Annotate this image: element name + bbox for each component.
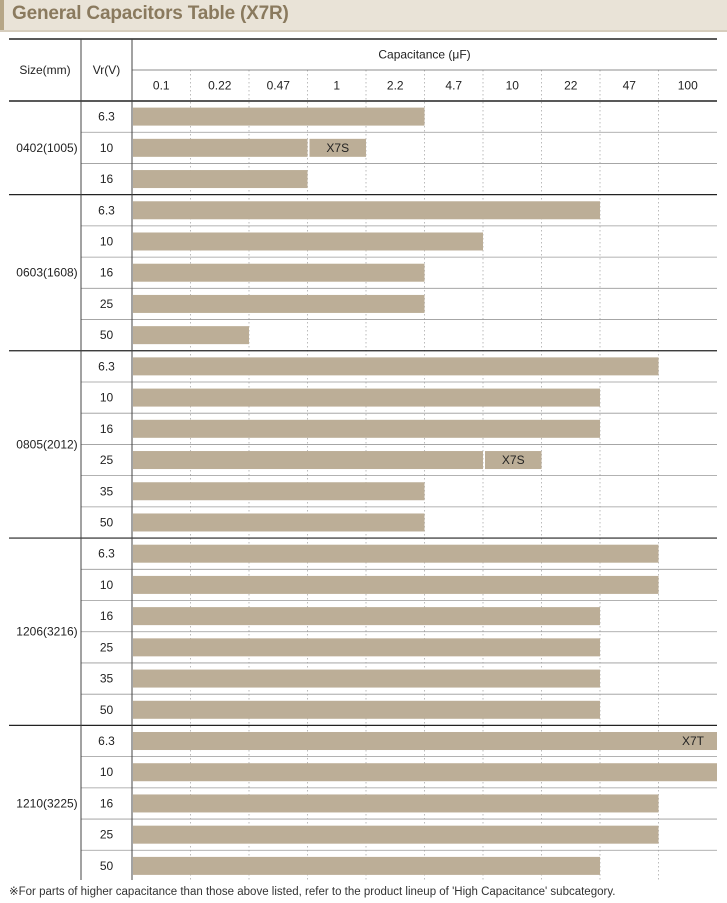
extension-label: X7S: [326, 140, 350, 155]
capacitance-tick-label: 0.1: [152, 78, 170, 93]
voltage-label: 35: [99, 484, 114, 499]
voltage-label: 50: [99, 858, 114, 873]
capacitance-tick-label: 0.22: [208, 78, 232, 93]
capacitance-bar: [133, 108, 425, 126]
capacitance-bar: [133, 201, 600, 219]
capacitance-bar: [133, 420, 600, 438]
voltage-label: 25: [99, 296, 114, 311]
voltage-label: 16: [99, 421, 114, 436]
capacitance-bar: [133, 139, 308, 157]
capacitance-bar: [133, 389, 600, 407]
voltage-label: 10: [99, 140, 114, 155]
capacitance-bar: [133, 482, 425, 500]
voltage-label: 16: [99, 265, 114, 280]
capacitance-bar: [133, 794, 659, 812]
voltage-label: 10: [99, 765, 114, 780]
capacitance-bar: [133, 357, 659, 375]
voltage-label: 6.3: [98, 203, 115, 218]
capacitance-bar: [133, 857, 600, 875]
voltage-label: 10: [99, 390, 114, 405]
voltage-label: 16: [99, 609, 114, 624]
capacitance-tick-label: 4.7: [445, 78, 463, 93]
size-label: 0402(1005): [16, 140, 78, 155]
capacitance-tick-label: 47: [622, 78, 636, 93]
capacitance-bar: [133, 513, 425, 531]
capacitance-bar: [133, 170, 308, 188]
size-label: 1206(3216): [16, 624, 78, 639]
capacitance-bar: [133, 607, 600, 625]
voltage-label: 6.3: [98, 109, 115, 124]
footnote: ※For parts of higher capacitance than those above listed, refer to the product lineup of 'High Capacitance' subcategory.: [9, 886, 616, 898]
voltage-label: 6.3: [98, 734, 115, 749]
capacitance-tick-label: 0.47: [266, 78, 290, 93]
capacitance-bar: [133, 232, 483, 250]
voltage-label: 6.3: [98, 359, 115, 374]
page-title: General Capacitors Table (X7R): [12, 3, 289, 24]
size-label: 0805(2012): [16, 437, 78, 452]
capacitance-header: Capacitance (μF): [378, 47, 471, 62]
capacitance-bar: [133, 732, 717, 750]
voltage-label: 10: [99, 577, 114, 592]
capacitance-bar: [133, 295, 425, 313]
voltage-label: 35: [99, 671, 114, 686]
voltage-label: 25: [99, 827, 114, 842]
capacitance-tick-label: 100: [677, 78, 698, 93]
capacitance-bar: [133, 451, 483, 469]
voltage-label: 50: [99, 702, 114, 717]
voltage-label: 50: [99, 328, 114, 343]
voltage-header: Vr(V): [92, 63, 121, 77]
capacitance-bar: [133, 670, 600, 688]
capacitance-bar: [133, 638, 600, 656]
capacitance-bar: [133, 576, 659, 594]
extension-label: X7T: [681, 734, 705, 749]
voltage-label: 16: [99, 172, 114, 187]
voltage-label: 10: [99, 234, 114, 249]
capacitance-bar: [133, 264, 425, 282]
capacitance-bar: [133, 326, 249, 344]
voltage-label: 50: [99, 515, 114, 530]
capacitance-tick-label: 10: [505, 78, 519, 93]
capacitance-tick-label: 22: [564, 78, 578, 93]
voltage-label: 16: [99, 796, 114, 811]
size-label: 1210(3225): [16, 796, 78, 811]
capacitance-bar: [133, 763, 717, 781]
capacitance-bar: [133, 545, 659, 563]
extension-label: X7S: [501, 453, 525, 468]
size-label: 0603(1608): [16, 265, 78, 280]
voltage-label: 25: [99, 640, 114, 655]
capacitance-tick-label: 1: [333, 78, 341, 93]
voltage-label: 6.3: [98, 546, 115, 561]
capacitance-bar: [133, 826, 659, 844]
voltage-label: 25: [99, 453, 114, 468]
capacitance-bar: [133, 701, 600, 719]
size-header: Size(mm): [19, 63, 71, 77]
capacitance-tick-label: 2.2: [386, 78, 404, 93]
